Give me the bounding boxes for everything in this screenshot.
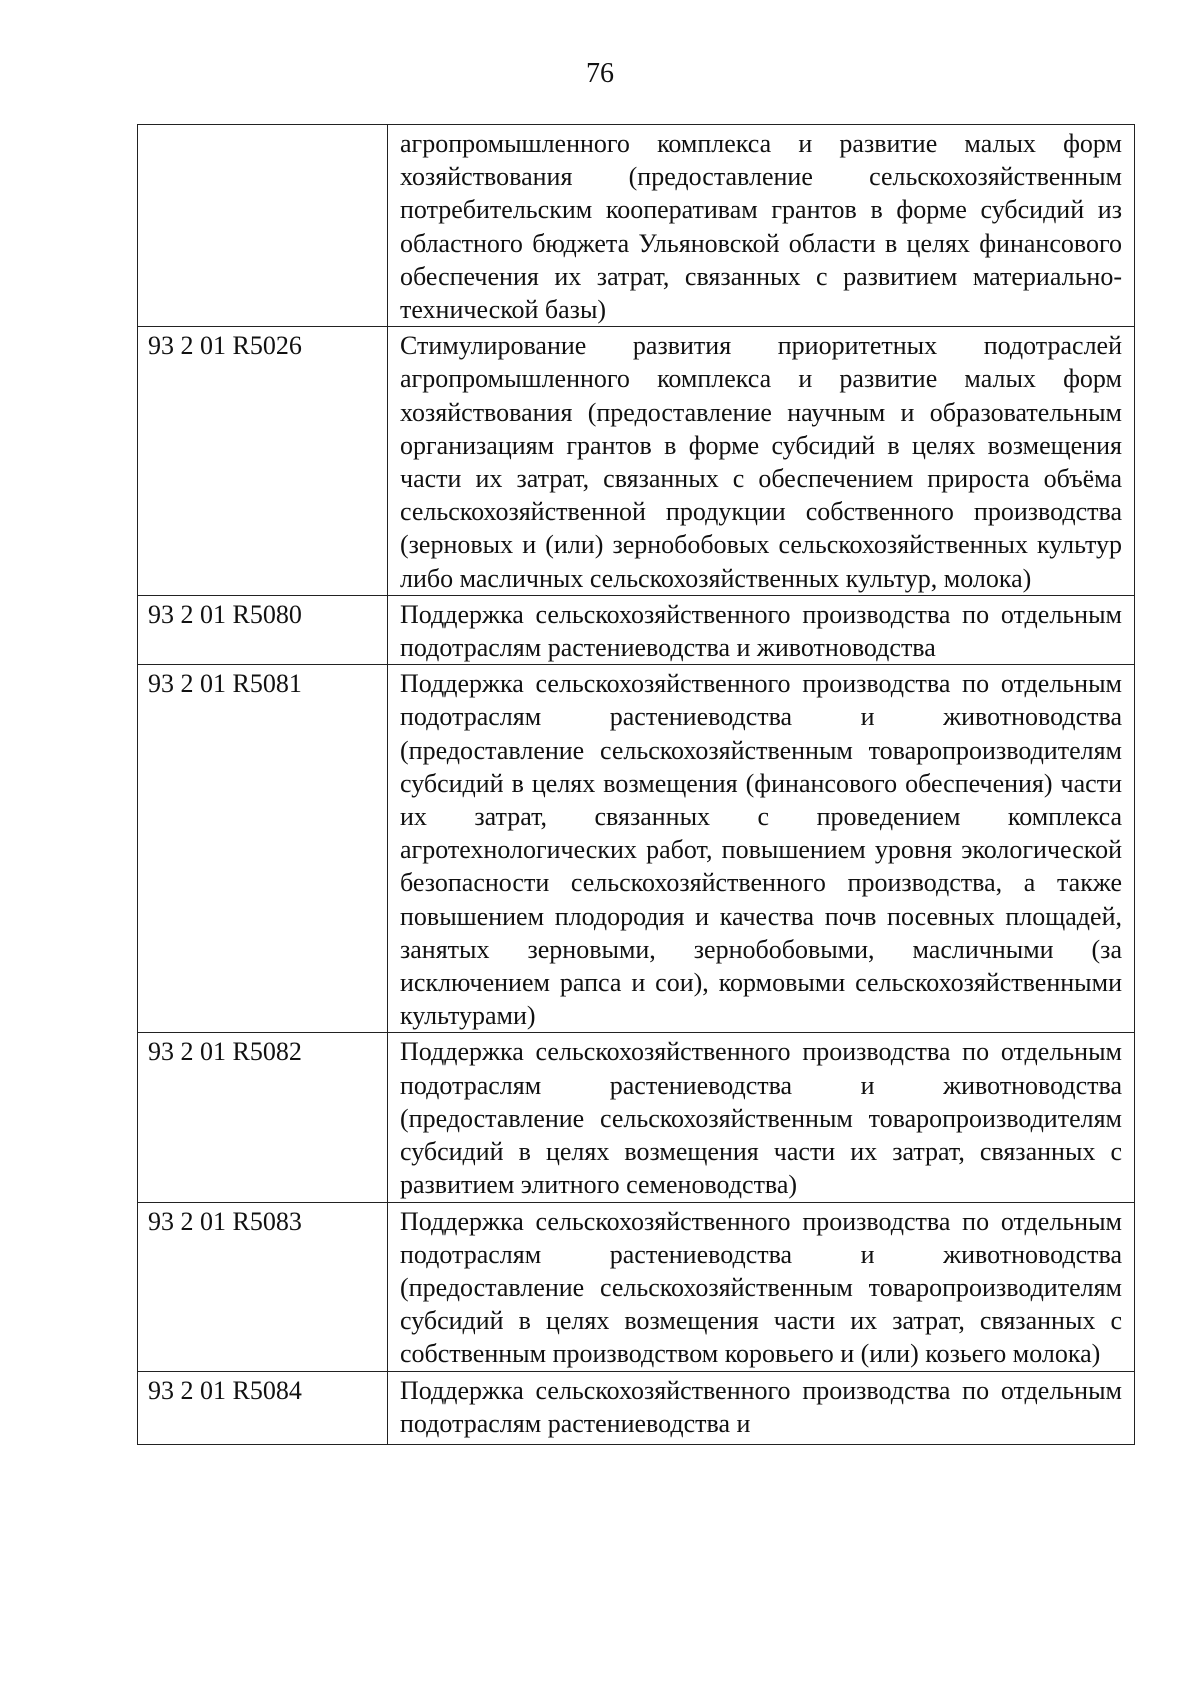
row-description: Поддержка сельскохозяйственного производства по отдельным подотраслям растениеводства и xyxy=(388,1371,1135,1444)
row-description: Поддержка сельскохозяйственного производства по отдельным подотраслям растениеводства и животноводства xyxy=(388,595,1135,664)
row-description: агропромышленного комплекса и развитие малых форм хозяйствования (предоставление сельскохозяйственным потребительским кооперативам грантов в форме субсидий из областного бюджета Ульяновской области в целях финансового обеспечения их затрат, связанных с развитием материально-технической базы) xyxy=(388,125,1135,327)
row-description: Поддержка сельскохозяйственного производства по отдельным подотраслям растениеводства и животноводства (предоставление сельскохозяйственным товаропроизводителям субсидий в целях возмещения части их затрат, связанных с развитием элитного семеноводства) xyxy=(388,1033,1135,1202)
table-row xyxy=(138,1371,1135,1444)
row-code: 93 2 01 R5083 xyxy=(138,1202,388,1371)
table-row xyxy=(138,665,1135,1033)
table-row xyxy=(138,327,1135,596)
row-code: 93 2 01 R5082 xyxy=(138,1033,388,1202)
row-code: 93 2 01 R5084 xyxy=(138,1371,388,1444)
row-description: Поддержка сельскохозяйственного производства по отдельным подотраслям растениеводства и животноводства (предоставление сельскохозяйственным товаропроизводителям субсидий в целях возмещения (финансового обеспечения) части их затрат, связанных с проведением комплекса агротехнологических работ, повышением уровня экологической безопасности сельскохозяйственного производства, а также повышением плодородия и качества почв посевных площадей, занятых зерновыми, зернобобовыми, масличными (за исключением рапса и сои), кормовыми сельскохозяйственными культурами) xyxy=(388,665,1135,1033)
table-row xyxy=(138,125,1135,327)
table-row xyxy=(138,1033,1135,1202)
table-row xyxy=(138,595,1135,664)
row-code xyxy=(138,125,388,327)
page-number: 76 xyxy=(586,58,614,89)
row-code: 93 2 01 R5080 xyxy=(138,595,388,664)
row-code: 93 2 01 R5081 xyxy=(138,665,388,1033)
budget-classification-table xyxy=(137,124,1135,1445)
row-description: Стимулирование развития приоритетных подотраслей агропромышленного комплекса и развитие малых форм хозяйствования (предоставление научным и образовательным организациям грантов в форме субсидий в целях возмещения части их затрат, связанных с обеспечением прироста объёма сельскохозяйственной продукции собственного производства (зерновых и (или) зернобобовых сельскохозяйственных культур либо масличных сельскохозяйственных культур, молока) xyxy=(388,327,1135,596)
table-row xyxy=(138,1202,1135,1371)
row-description: Поддержка сельскохозяйственного производства по отдельным подотраслям растениеводства и животноводства (предоставление сельскохозяйственным товаропроизводителям субсидий в целях возмещения части их затрат, связанных с собственным производством коровьего и (или) козьего молока) xyxy=(388,1202,1135,1371)
row-code: 93 2 01 R5026 xyxy=(138,327,388,596)
